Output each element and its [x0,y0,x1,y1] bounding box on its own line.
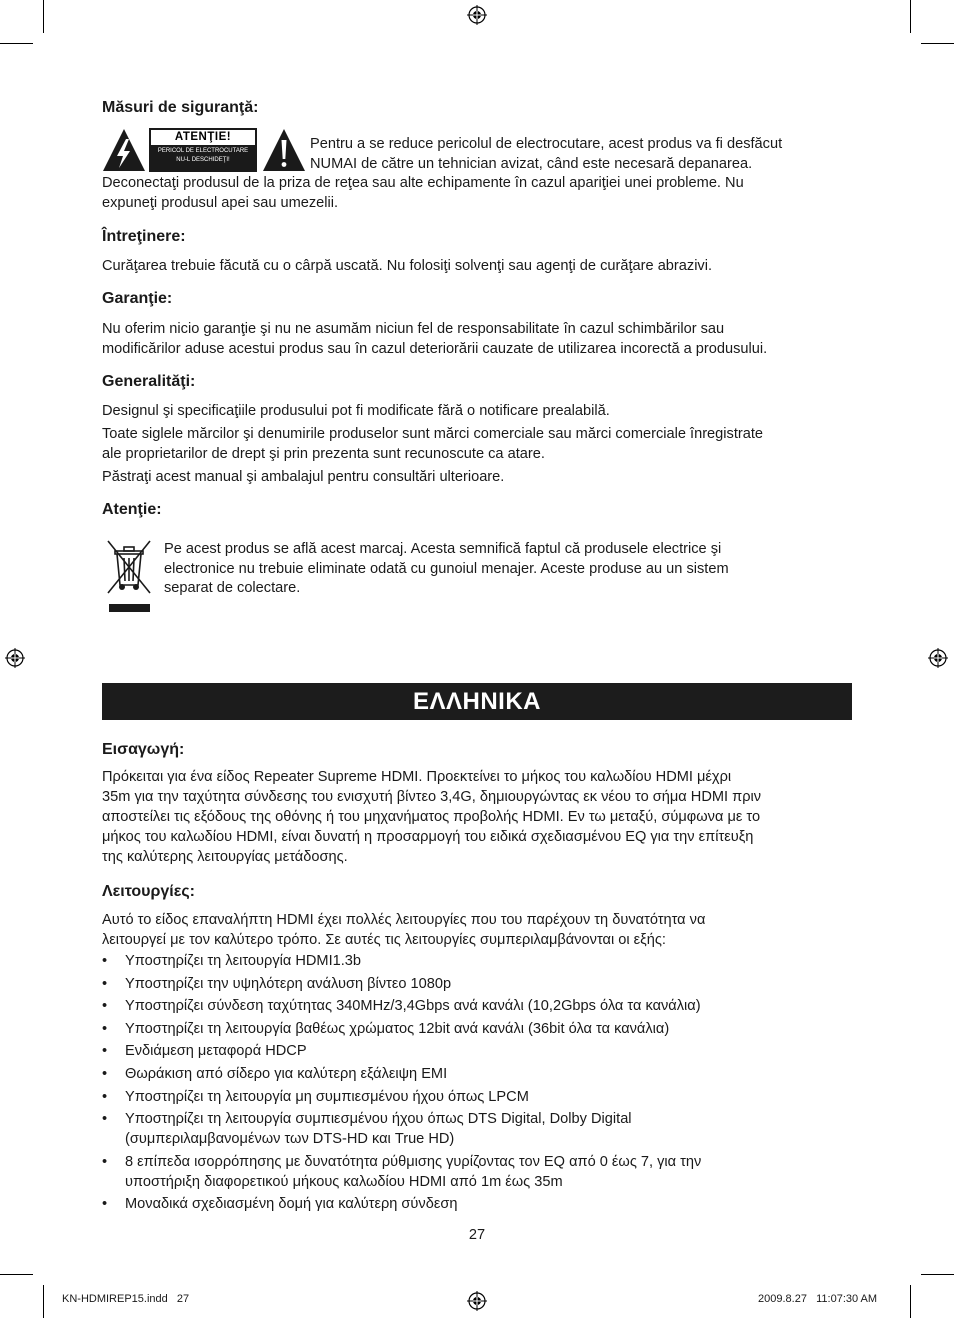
warning-label-line: NU-L DESCHIDEŢI! [176,157,230,163]
functions-heading: Λειτουργίες: [102,883,195,900]
lightning-warning-icon [102,128,146,172]
registration-mark-icon [467,5,487,25]
list-item-text: υποστήριξη διαφορετικού μήκους καλωδίου HDMI από 1m έως 35m [125,1173,563,1190]
list-item [102,951,862,971]
warranty-text-line: Nu oferim nicio garanţie şi nu ne asumăm niciun fel de responsabilitate în cazul schimbărilor sau [102,321,725,337]
list-item [102,1109,862,1149]
safety-text-line: expuneţi produsul apei sau umezelii. [102,195,339,211]
list-item [102,1064,862,1084]
functions-text-line: Αυτό το είδος επαναλήπτη HDMI έχει πολλές λειτουργίες που του παρέχουν τη δυνατότητα να [102,912,706,928]
list-item-text: Υποστηρίζει τη λειτουργία μη συμπιεσμένου ήχου όπως LPCM [125,1088,529,1105]
intro-text-line: μήκος του καλωδίου HDMI, είναι δυνατή η προσαρμογή του ειδικά σχεδιασμένου EQ για την επίτευξη [102,829,754,845]
crop-mark [43,0,44,33]
safety-text-line: NUMAI de către un tehnician avizat, când este necesară depanarea. [310,156,753,172]
attention-text-line: electronice nu trebuie eliminate odată cu gunoiul menajer. Aceste produse au un sistem [164,561,729,577]
exclamation-warning-icon [262,128,306,172]
list-item [102,1087,862,1107]
safety-text-line: Pentru a se reduce pericolul de electrocutare, acest produs va fi desfăcut [310,136,783,152]
footer-file-info: KN-HDMIREP15.indd 27 [62,1293,190,1305]
attention-text-line: Pe acest produs se află acest marcaj. Acesta semnifică faptul că produsele electrice şi [164,541,722,557]
list-item-text: Ενδιάμεση μεταφορά HDCP [125,1043,307,1060]
list-item-text: Θωράκιση από σίδερο για καλύτερη εξάλειψη EMI [125,1065,448,1082]
intro-text-line: Πρόκειται για ένα είδος Repeater Supreme HDMI. Προεκτείνει το μήκος του καλωδίου HDMI μέχρι [102,769,732,785]
crop-mark [921,43,954,44]
crop-mark [0,43,33,44]
maintenance-heading: Întreţinere: [102,228,186,245]
language-section-banner: ΕΛΛΗΝΙΚΑ [102,683,852,720]
registration-mark-icon [928,648,948,668]
warranty-text-line: modificărilor aduse acestui produs sau în cazul deteriorării cauzate de utilizarea incorectă a produsului. [102,341,768,357]
general-text-line: ale proprietarilor de drept şi prin prezenta sunt recunoscute ca atare. [102,446,545,462]
registration-mark-icon [5,648,25,668]
warning-label-line: PERICOL DE ELECTROCUTARE [157,148,249,154]
crop-mark [910,0,911,33]
crop-mark [910,1285,911,1318]
feature-list [102,951,862,1217]
crop-mark [43,1285,44,1318]
safety-text-line: Deconectaţi produsul de la priza de reţea sau alte echipamente în cazul apariţiei unei probleme. Nu [102,175,744,191]
crop-mark [921,1274,954,1275]
list-item-text: Υποστηρίζει σύνδεση ταχύτητας 340MHz/3,4Gbps ανά κανάλι (10,2Gbps όλα τα κανάλια) [125,998,701,1015]
list-item [102,996,862,1016]
list-item-text: Υποστηρίζει την υψηλότερη ανάλυση βίντεο 1080p [125,975,452,992]
list-item [102,1152,862,1192]
intro-text-line: αποστείλει τις εξόδους της οθόνης ή του μηχανήματος προβολής HDMI. Εν τω μεταξύ, σύμφωνα με το [102,809,761,825]
warning-label-text [149,147,257,165]
list-item-text: • Υποστηρίζει τη λειτουργία συμπιεσμένου ήχου όπως DTS Digital, Dolby Digital [125,1111,632,1128]
warranty-heading: Garanţie: [102,290,173,307]
general-heading: Generalităţi: [102,373,196,390]
list-item-text: Υποστηρίζει τη λειτουργία HDMI1.3b [125,953,362,969]
list-item-text: • 8 επίπεδα ισορρόπησης με δυνατότητα ρύθμισης γυρίζοντας τον EQ από 0 έως 7, για την [125,1153,702,1170]
registration-mark-icon [467,1291,487,1311]
page-number: 27 [468,1227,486,1243]
general-text-line: Păstraţi acest manual şi ambalajul pentru consultări ulterioare. [102,469,505,485]
list-item [102,1194,862,1214]
crop-mark [0,1274,33,1275]
list-item [102,1041,862,1061]
list-item-text: Μοναδικά σχεδιασμένη δομή για καλύτερη σύνδεση [125,1196,458,1213]
general-text-line: Designul şi specificaţiile produsului pot fi modificate fără o notificare prealabilă. [102,403,610,419]
intro-text-line: 35m για την ταχύτητα σύνδεσης του ενισχυτή βίντεο 3,4G, δημιουργώντας εκ νέου το σήμα HDMI πριν [102,789,762,805]
maintenance-text: Curăţarea trebuie făcută cu o cârpă uscată. Nu folosiţi solvenţi sau agenţi de curăţare abrazivi. [102,258,713,274]
intro-heading: Εισαγωγή: [102,741,185,758]
warning-label [149,128,257,172]
footer-timestamp: 2009.8.27 11:07:30 AM [758,1293,878,1305]
list-item-text: (συμπεριλαμβανομένων των DTS-HD και True HD) [125,1131,455,1148]
attention-text-line: separat de colectare. [164,580,301,596]
attention-heading: Atenţie: [102,501,162,518]
list-item [102,1019,862,1039]
crossed-bin-icon [104,537,154,614]
warning-label-title: ATENŢIE! [151,130,255,145]
list-item [102,974,862,994]
safety-heading: Măsuri de siguranţă: [102,99,259,116]
list-item-text: Υποστηρίζει τη λειτουργία βαθέως χρώματος 12bit ανά κανάλι (36bit όλα τα κανάλια) [125,1020,670,1037]
intro-text-line: της καλύτερης λειτουργίας μετάδοσης. [102,849,348,865]
functions-text-line: λειτουργεί με τον καλύτερο τρόπο. Σε αυτές τις λειτουργίες συμπεριλαμβάνονται οι εξής: [102,932,666,948]
general-text-line: Toate siglele mărcilor şi denumirile produselor sunt mărci comerciale sau mărci comerciale înregistrate [102,426,764,442]
